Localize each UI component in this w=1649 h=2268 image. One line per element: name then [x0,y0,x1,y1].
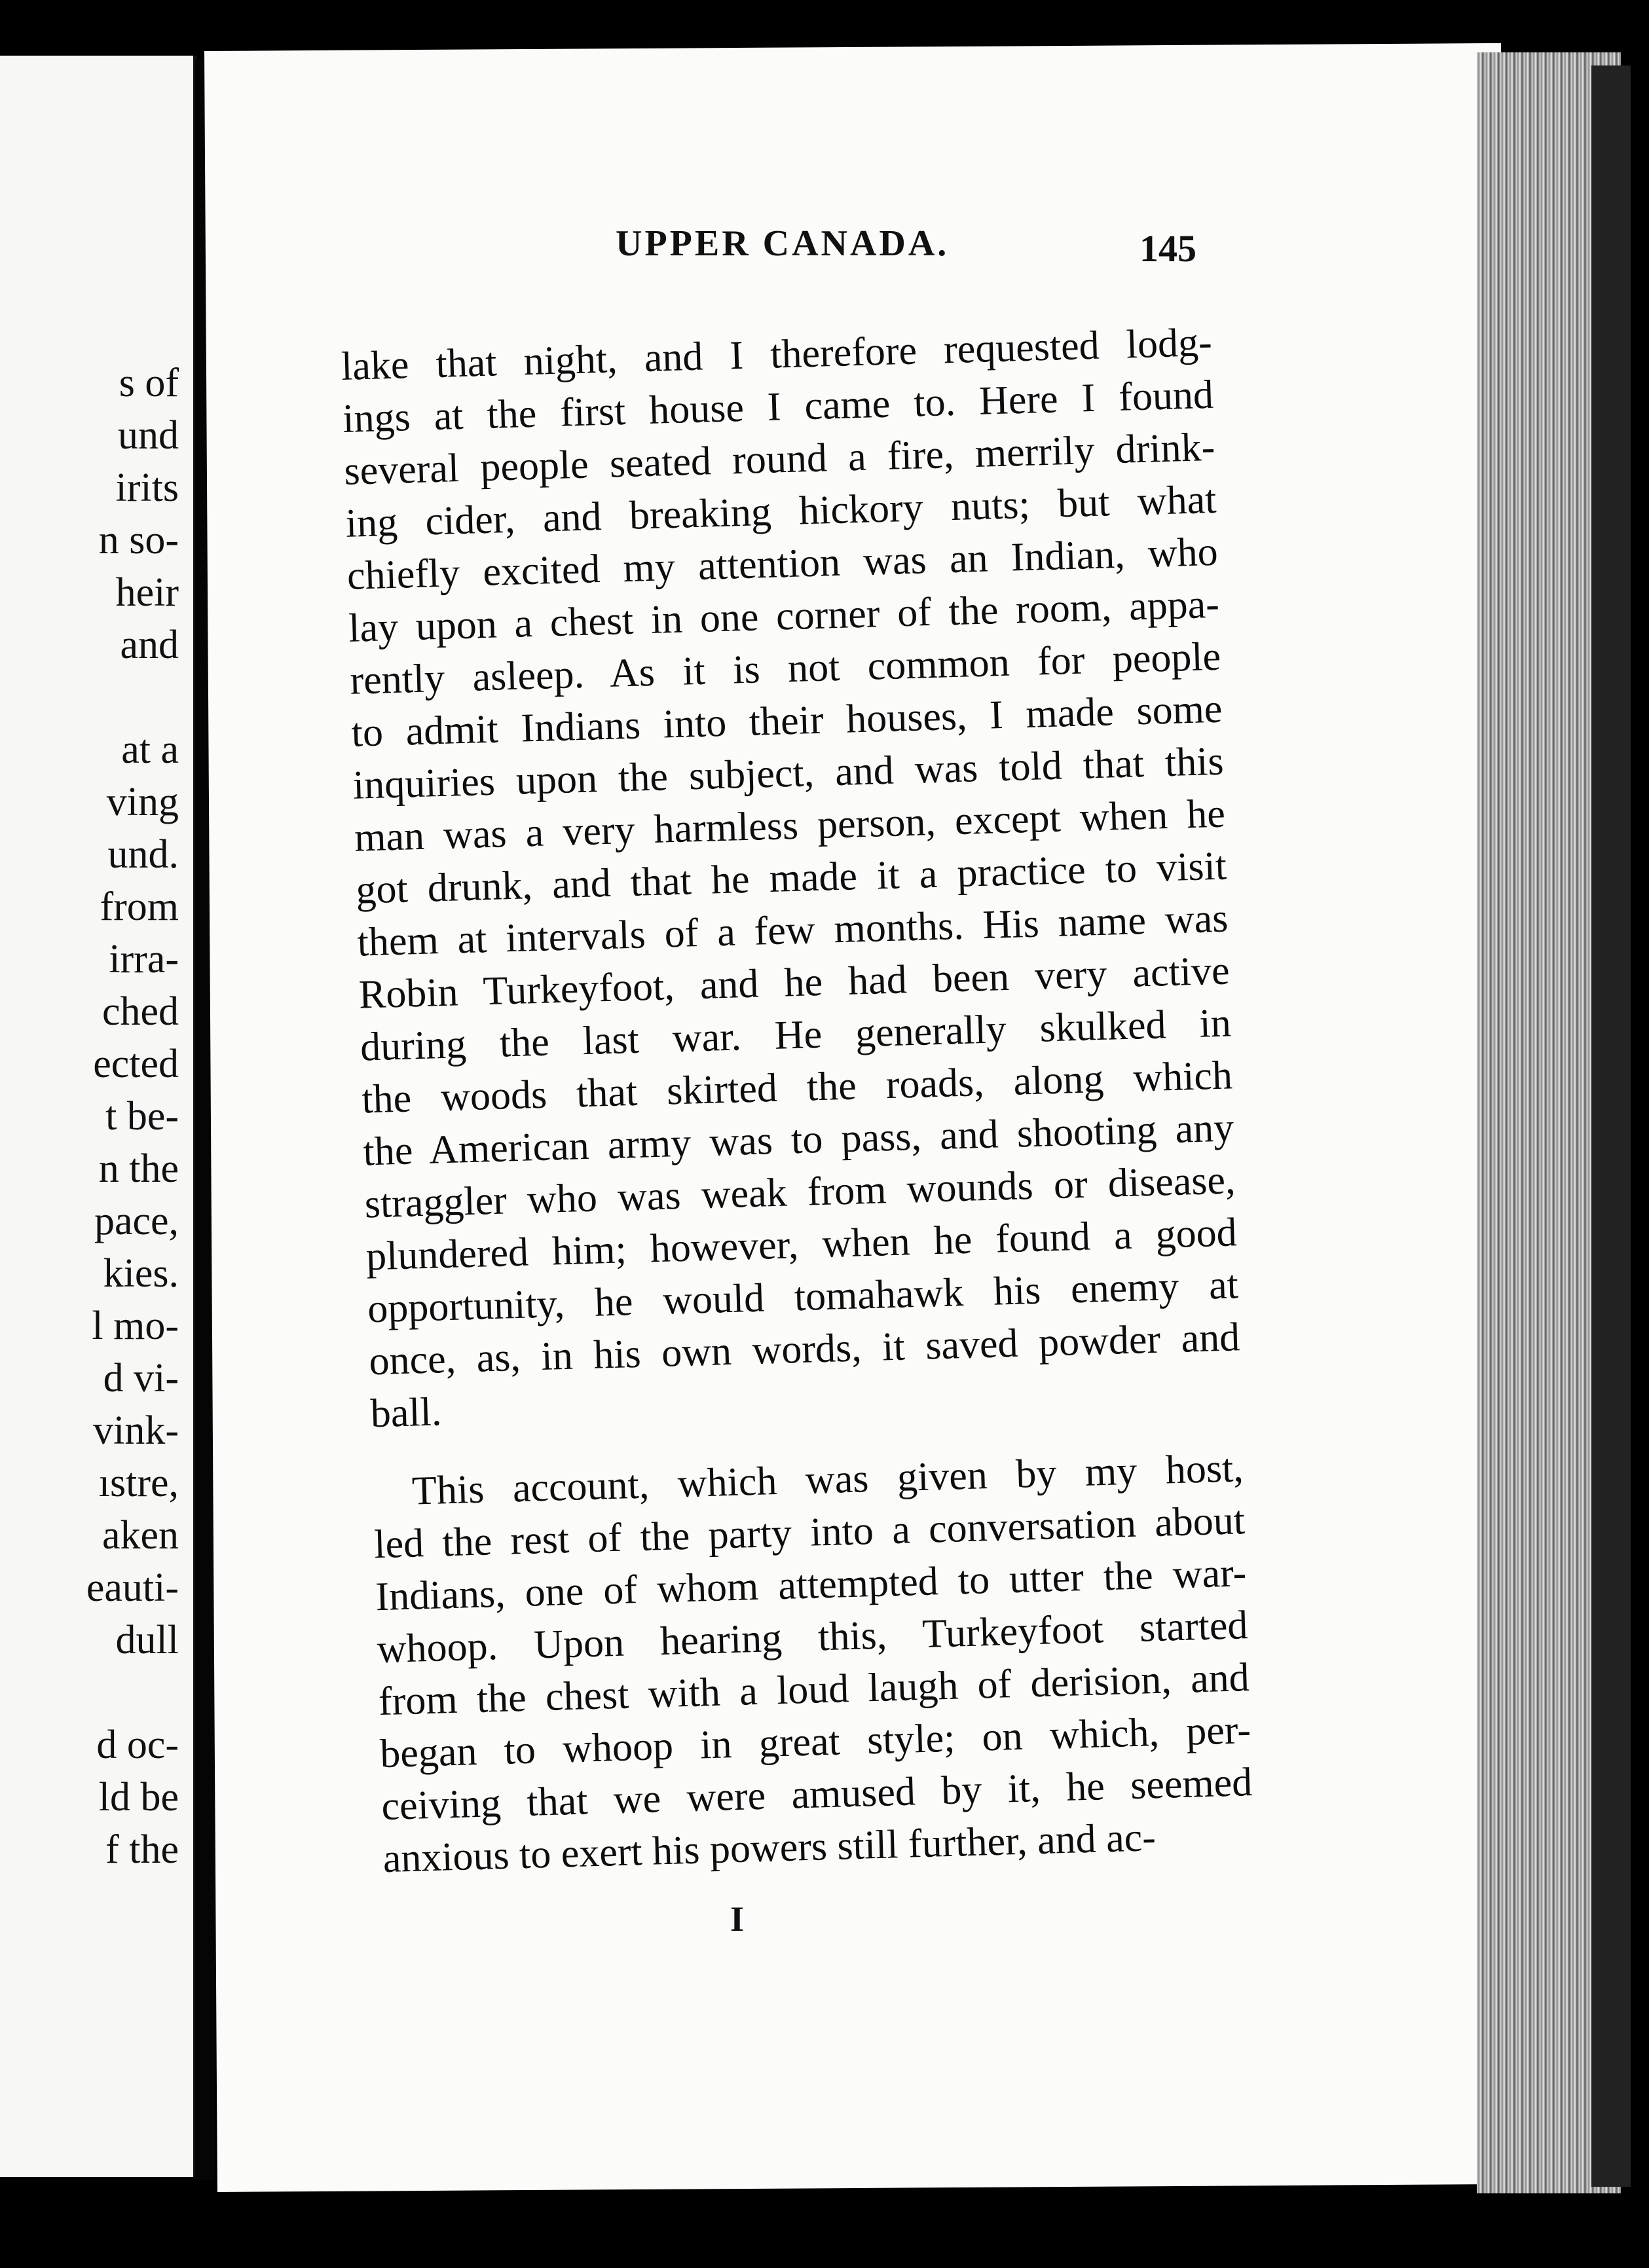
left-page-fragment: ving [106,780,179,824]
left-page-fragment: ched [102,989,179,1034]
left-page-fragment: vink- [93,1408,179,1453]
text-line: rently asleep. As it is not common for people [349,634,1221,703]
left-page-fragment: kies. [103,1251,179,1296]
text-line: straggler who was weak from wounds or disease, [363,1158,1236,1227]
text-line: anxious to exert his powers still further, and ac- [382,1815,1157,1882]
left-page-fragment: ected [93,1042,179,1086]
left-page-fragment: ld be [98,1775,179,1820]
scan-border-bottom [0,2200,1649,2268]
text-line: This account, which was given by my host, [411,1446,1244,1514]
left-page-text-fragments [86,357,179,1876]
left-page-fragment: f the [105,1827,179,1872]
left-page-fragment: irra- [109,937,179,981]
left-page-fragment: from [100,885,179,929]
text-line: chiefly excited my attention was an Indian, who [346,529,1219,598]
signature-mark: I [730,1899,745,1939]
text-line: lake that night, and I therefore requested lodg- [341,320,1213,389]
left-page-fragment: l mo- [92,1304,179,1348]
text-line: ball. [369,1389,443,1436]
left-page [0,56,197,2177]
left-page-fragment: eauti- [86,1565,179,1610]
left-page-fragment: t be- [105,1094,179,1139]
text-line: inquiries upon the subject, and was told that this [352,739,1225,808]
text-line: lay upon a chest in one corner of the room, appa- [348,581,1220,651]
left-page-fragment: aken [102,1513,179,1558]
left-page-fragment: irits [115,466,179,510]
text-line: several people seated round a fire, merrily drink- [343,424,1216,494]
left-page-fragment [86,1666,179,1719]
text-line: Indians, one of whom attempted to utter the war- [375,1550,1248,1620]
left-page-fragment: und. [107,832,179,877]
text-line: them at intervals of a few months. His name was [356,896,1229,965]
text-line: got drunk, and that he made it a practice to visit [355,843,1227,913]
left-page-fragment: ıstre, [98,1461,179,1505]
text-line: from the chest with a loud laugh of derision, and [378,1655,1250,1725]
left-page-fragment: d oc- [96,1723,179,1767]
text-line: Robin Turkeyfoot, and he had been very active [358,948,1231,1017]
left-page-fragment: at a [121,727,179,772]
left-page-fragment: dull [115,1618,179,1662]
left-page-fragment: d vi- [103,1356,179,1400]
text-line: led the rest of the party into a conversation about [373,1498,1246,1567]
text-line: opportunity, he would tomahawk his enemy at [367,1262,1239,1332]
left-page-fragment: n so- [98,518,179,562]
left-page-fragment: und [118,413,179,458]
text-line: whoop. Upon hearing this, Turkeyfoot started [376,1603,1249,1672]
text-line: the woods that skirted the roads, along which [361,1053,1233,1122]
text-line: ings at the first house I came to. Here I found [342,372,1214,441]
body-text [341,316,1254,1885]
running-head [406,223,1225,282]
left-page-fragment: s of [119,361,179,405]
text-line: began to whoop in great style; on which, per- [379,1708,1251,1777]
paragraph [372,1442,1254,1885]
left-page-fragment: pace, [94,1199,179,1243]
page-number: 145 [1139,227,1196,270]
book-cover-edge [1591,65,1631,2187]
text-line: ceiving that we were amused by it, he seemed [380,1760,1253,1829]
text-line: ing cider, and breaking hickory nuts; but what [344,477,1217,546]
text-line: plundered him; however, when he found a good [365,1210,1238,1279]
left-page-fragment: and [120,623,179,667]
text-line: the American army was to pass, and shooting any [362,1105,1235,1175]
text-line: man was a very harmless person, except when he [354,791,1226,860]
left-page-fragment [86,671,179,723]
left-page-fragment: heir [115,570,179,615]
paragraph [341,316,1242,1440]
left-page-fragment: n the [98,1146,179,1191]
text-line: to admit Indians into their houses, I made some [350,686,1223,756]
text-line: once, as, in his own words, it saved powder and [368,1315,1240,1384]
text-line: during the last war. He generally skulked in [360,1000,1232,1070]
page-header-title: UPPER CANADA. [616,223,950,264]
